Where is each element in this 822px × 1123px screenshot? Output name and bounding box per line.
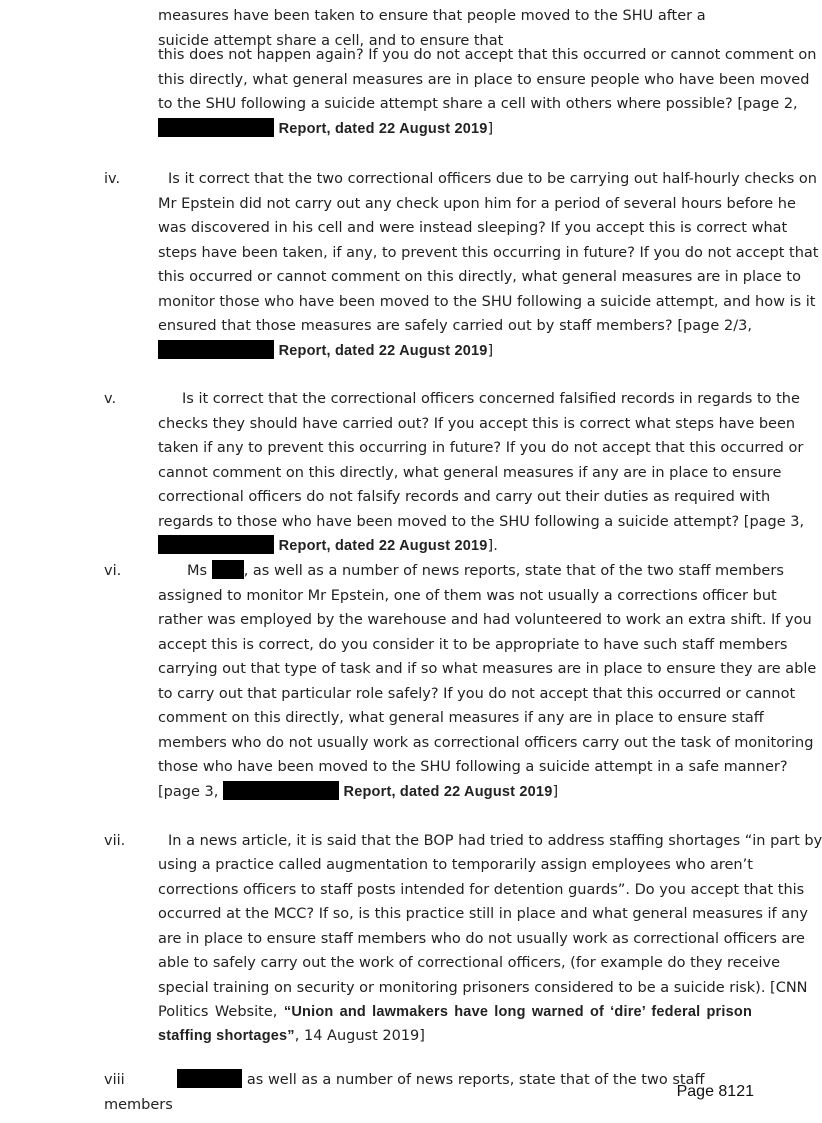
item-iv-line-2: Mr Epstein did not carry out any check upon him for a period of several hours before he [158,196,796,212]
item-v-line-6: regards to those who have been moved to the SHU following a suicide attempt? [page 3, [158,514,805,530]
redaction-box [177,1069,242,1088]
item-iv-line-7: ensured that those measures are safely carried out by staff members? [page 2/3, [158,318,752,334]
item-v-citation-line [158,534,752,559]
item-numeral: vii. [104,833,126,849]
cut-off-item-viii: viii as well as a number of news reports, state that of the two staff members [104,1068,764,1086]
article-headline-end: staffing shortages” [158,1028,295,1044]
item-v-line-2: checks they should have carried out? If you accept this is correct what steps have been [158,416,796,432]
item-v-line-3: taken if any to prevent this occurring in future? If you do not accept that this occurred or [158,440,804,456]
redaction-box [223,781,339,800]
item-iii-line-1: this does not happen again? If you do not accept that this occurred or cannot comment on [158,47,817,63]
item-vii-line-4: occurred at the MCC? If so, is this practice still in place and what general measures if any [158,906,808,922]
citation-text: Report, dated 22 August 2019 [278,343,488,359]
item-iii-line-2: this directly, what general measures are in place to ensure people who have been moved [158,72,810,88]
item-vii-source-line: Politics Website, “Union and lawmakers have long warned of ‘dire’ federal prison [158,1004,753,1020]
article-headline: “Union and lawmakers have long warned of ‘dire’ federal prison [283,1004,753,1020]
item-vi-line-5: carrying out that type of task and if so what measures are in place to ensure they are able [158,661,817,677]
item-iv-line-4: steps have been taken, if any, to prevent this occurring in future? If you do not accept that [158,245,819,261]
item-vi-line-6: to carry out that particular role safely? If you do not accept that this occurred or cannot [158,686,796,702]
redaction-box [158,535,274,554]
item-v-line-4: cannot comment on this directly, what general measures if any are in place to ensure [158,465,782,481]
citation-text: Report, dated 22 August 2019 [278,538,488,554]
item-iv-line-5: this occurred or cannot comment on this directly, what general measures are in place to [158,269,801,285]
item-numeral: vi. [104,563,122,579]
item-vi-line-9: those who have been moved to the SHU following a suicide attempt in a safe manner? [158,759,788,775]
item-vii-line-6: able to safely carry out the work of correctional officers, (for example do they receive [158,955,781,971]
item-iii-citation-line [158,117,752,142]
item-vi-line-2: assigned to monitor Mr Epstein, one of them was not usually a corrections officer but [158,588,777,604]
page-number: Page 8121 [676,1083,754,1100]
item-vii-line-5: are in place to ensure staff members who do not usually work as correctional officers are [158,931,805,947]
item-numeral: v. [104,391,117,407]
item-vi-line-4: accept this is correct, do you consider it to be appropriate to have such staff members [158,637,788,653]
item-iv-line-1: Is it correct that the two correctional officers due to be carrying out half-hourly checks on [168,171,817,187]
item-iv-citation-line [158,339,752,364]
citation-end: ] [487,343,494,359]
redaction-box [158,118,274,137]
item-vi-line-8: members who do not usually work as correctional officers carry out the task of monitoring [158,735,814,751]
item-vi-line-1: Ms , as well as a number of news reports, state that of the two staff members [187,559,752,584]
item-iii-line-3: to the SHU following a suicide attempt share a cell with others where possible? [page 2, [158,96,798,112]
item-vii-line-3: corrections officers to staff posts intended for detention guards”. Do you accept that this [158,882,805,898]
item-vi-line-7: comment on this directly, what general measures if any are in place to ensure staff [158,710,764,726]
item-vi-citation-line: [page 3, Report, dated 22 August 2019] [158,780,752,805]
item-v-line-5: correctional officers do not falsify records and carry out their duties as required with [158,489,771,505]
item-vii-line-1: In a news article, it is said that the BOP had tried to address staffing shortages “in part by [168,833,822,849]
redaction-box [158,340,274,359]
cut-off-line: measures have been taken to ensure that people moved to the SHU after a suicide attempt share a cell, and to ensure that [158,8,706,49]
item-vii-date-line: staffing shortages”, 14 August 2019] [158,1028,425,1044]
citation-end: ]. [487,538,498,554]
item-iv-line-6: monitor those who have been moved to the SHU following a suicide attempt, and how is it [158,294,816,310]
redaction-box [212,560,244,579]
item-vii-line-7: special training on security or monitoring prisoners considered to be a suicide risk). [CNN [158,980,808,996]
citation-end: ] [552,784,559,800]
item-vi-line-3: rather was employed by the warehouse and had volunteered to work an extra shift. If you [158,612,812,628]
citation-end: ] [487,121,494,137]
item-vii-line-2: using a practice called augmentation to temporarily assign employees who aren’t [158,857,753,873]
citation-text: Report, dated 22 August 2019 [278,121,488,137]
item-iv-line-3: was discovered in his cell and were instead sleeping? If you accept this is correct what [158,220,788,236]
citation-text: Report, dated 22 August 2019 [343,784,553,800]
item-numeral: iv. [104,171,121,187]
item-v-line-1: Is it correct that the correctional officers concerned falsified records in regards to the [182,391,800,407]
